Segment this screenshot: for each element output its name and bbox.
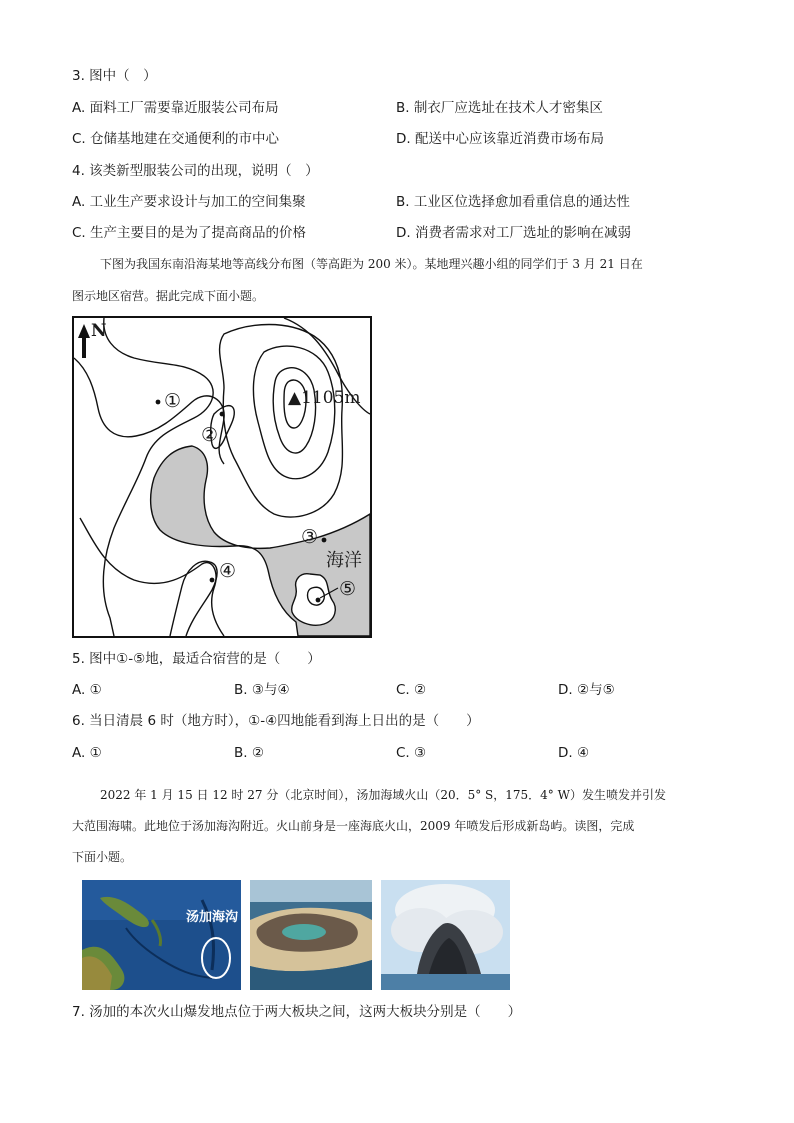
passage2-line3: 下面小题。 — [72, 850, 133, 864]
q6-option-a: A. ① — [72, 745, 102, 761]
point-1-label: ① — [164, 390, 182, 412]
tonga-trench-label: 汤加海沟 — [186, 910, 239, 925]
q5-stem: 5. 图中①-⑤地，最适合宿营的是（ ） — [72, 651, 321, 667]
sea-label: 海洋 — [326, 550, 362, 571]
peak-label: ▲1105m — [288, 388, 361, 408]
q3-option-d: D. 配送中心应该靠近消费市场布局 — [396, 131, 604, 147]
passage2-line1: 2022 年 1 月 15 日 12 时 27 分（北京时间），汤加海域火山（20．5° S，175．4° W）发生喷发并引发 — [100, 788, 666, 802]
q3-option-c: C. 仓储基地建在交通便利的市中心 — [72, 131, 280, 147]
q4-option-c: C. 生产主要目的是为了提高商品的价格 — [72, 225, 307, 241]
q4-option-a: A. 工业生产要求设计与加工的空间集聚 — [72, 194, 306, 210]
q4-option-b: B. 工业区位选择愈加看重信息的通达性 — [396, 194, 630, 210]
q3-option-b: B. 制衣厂应选址在技术人才密集区 — [396, 100, 603, 116]
q5-option-b: B. ③与④ — [234, 682, 290, 698]
q3-stem: 3. 图中（ ） — [72, 68, 157, 84]
north-label: N — [91, 321, 107, 341]
passage1-line2: 图示地区宿营。据此完成下面小题。 — [72, 289, 265, 303]
q5-option-d: D. ②与⑤ — [558, 682, 615, 698]
point-4-label: ④ — [219, 560, 237, 582]
q4-stem: 4. 该类新型服装公司的出现，说明（ ） — [72, 163, 319, 179]
q6-option-c: C. ③ — [396, 745, 427, 761]
point-5-label: ⑤ — [339, 578, 357, 600]
passage2-line2: 大范围海啸。此地位于汤加海沟附近。火山前身是一座海底火山，2009 年喷发后形成新岛屿。读图，完成 — [72, 819, 635, 833]
q6-option-d: D. ④ — [558, 745, 590, 761]
sea-area — [151, 446, 370, 636]
q6-stem: 6. 当日清晨 6 时（地方时），①-④四地能看到海上日出的是（ ） — [72, 713, 480, 729]
q5-option-c: C. ② — [396, 682, 427, 698]
q5-option-a: A. ① — [72, 682, 102, 698]
north-arrow-icon — [78, 324, 90, 358]
q3-option-a: A. 面料工厂需要靠近服装公司布局 — [72, 100, 279, 116]
q7-stem: 7. 汤加的本次火山爆发地点位于两大板块之间，这两大板块分别是（ ） — [72, 1004, 522, 1020]
eruption-plume-image — [381, 880, 510, 990]
point-2-label: ② — [201, 424, 219, 446]
volcanic-island-image — [250, 880, 372, 990]
tonga-trench-map-image — [82, 880, 241, 990]
q4-option-d: D. 消费者需求对工厂选址的影响在减弱 — [396, 225, 631, 241]
contour-map — [72, 316, 372, 638]
point-3-label: ③ — [301, 526, 319, 548]
passage1-line1: 下图为我国东南沿海某地等高线分布图（等高距为 200 米）。某地理兴趣小组的同学们于 3 月 21 日在 — [100, 257, 643, 271]
q6-option-b: B. ② — [234, 745, 264, 761]
